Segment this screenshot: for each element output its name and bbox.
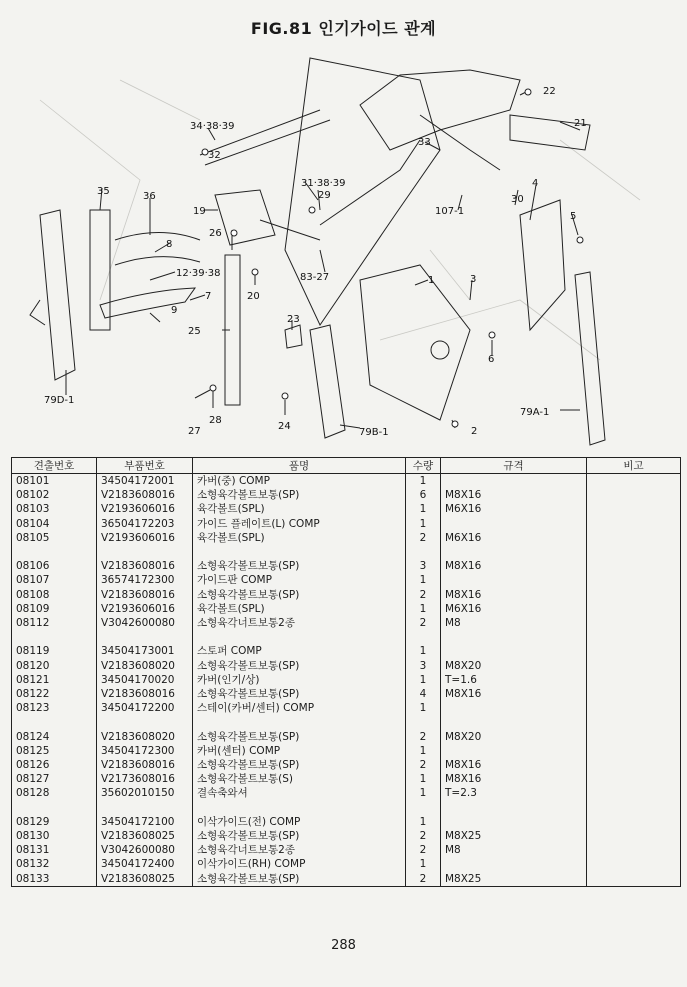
cell-spec: M8X25 [441, 829, 587, 843]
table-row [12, 872, 681, 887]
cell-spec: M8 [441, 616, 587, 630]
fasteners [202, 89, 583, 427]
table-row [12, 843, 681, 857]
cell-index-no: 08127 [12, 772, 97, 786]
cell-index-no: 08128 [12, 786, 97, 800]
cell-spec [441, 474, 587, 489]
cell-remarks [587, 573, 681, 587]
cell-spec [441, 857, 587, 871]
table-row [12, 701, 681, 715]
cover-1-hole [431, 341, 449, 359]
table-row [12, 730, 681, 744]
guide-79d1 [40, 210, 75, 380]
cell-spec: M6X16 [441, 502, 587, 516]
table-row [12, 616, 681, 630]
spacer-cell [441, 715, 587, 729]
spacer-cell [406, 715, 441, 729]
cell-quantity: 3 [406, 559, 441, 573]
cell-part-no: 34504172300 [97, 744, 193, 758]
spacer-cell [587, 545, 681, 559]
table-spacer-row [12, 715, 681, 729]
cell-index-no: 08107 [12, 573, 97, 587]
cell-quantity: 1 [406, 772, 441, 786]
cell-quantity: 2 [406, 531, 441, 545]
page-number: 288 [331, 938, 356, 953]
cell-index-no: 08126 [12, 758, 97, 772]
table-row [12, 588, 681, 602]
spacer-cell [587, 801, 681, 815]
callout-35: 35 [97, 186, 110, 197]
spacer-cell [406, 630, 441, 644]
rod-34 [200, 110, 320, 155]
cell-quantity: 1 [406, 517, 441, 531]
callout-8: 8 [166, 239, 173, 250]
cell-part-no: V2183608016 [97, 488, 193, 502]
cell-part-no: 35602010150 [97, 786, 193, 800]
cell-part-no: 34504172100 [97, 815, 193, 829]
cell-part-no: V2183608020 [97, 659, 193, 673]
callout-79a-1: 79A-1 [520, 407, 550, 418]
cell-part-name: 결속축와셔 [193, 786, 406, 800]
cell-quantity: 1 [406, 701, 441, 715]
cell-part-no: V3042600080 [97, 616, 193, 630]
table-row [12, 687, 681, 701]
cell-remarks [587, 701, 681, 715]
cell-part-name: 소형육각볼트보통(SP) [193, 659, 406, 673]
spacer-cell [587, 630, 681, 644]
cell-remarks [587, 616, 681, 630]
callout-30: 30 [511, 194, 524, 205]
callout-21: 21 [574, 118, 587, 129]
table-row [12, 673, 681, 687]
cell-spec [441, 701, 587, 715]
spacer-cell [587, 715, 681, 729]
cell-quantity: 2 [406, 829, 441, 843]
cell-quantity: 1 [406, 786, 441, 800]
table-row [12, 559, 681, 573]
callout-9: 9 [171, 305, 178, 316]
guide-plate-7 [100, 288, 195, 318]
cell-remarks [587, 730, 681, 744]
cell-spec [441, 644, 587, 658]
table-row [12, 644, 681, 658]
table-row [12, 474, 681, 489]
cell-part-name: 가이드판 COMP [193, 573, 406, 587]
cell-index-no: 08120 [12, 659, 97, 673]
cell-remarks [587, 474, 681, 489]
table-row [12, 815, 681, 829]
cell-spec: M6X16 [441, 531, 587, 545]
cell-spec: M8X16 [441, 758, 587, 772]
table-row [12, 829, 681, 843]
guide-plate-35 [90, 210, 110, 330]
table-row [12, 517, 681, 531]
cell-quantity: 2 [406, 588, 441, 602]
table-spacer-row [12, 630, 681, 644]
cover-1 [360, 265, 470, 420]
bracket-19-arm [260, 220, 320, 240]
cell-quantity: 6 [406, 488, 441, 502]
cell-quantity: 1 [406, 573, 441, 587]
cell-index-no: 08101 [12, 474, 97, 489]
cell-part-name: 소형육각볼트보통(SP) [193, 687, 406, 701]
table-row [12, 857, 681, 871]
figure-title: FIG.81 인기가이드 관계 [250, 19, 437, 38]
cell-spec: M8X16 [441, 687, 587, 701]
spacer-cell [441, 545, 587, 559]
cell-quantity: 1 [406, 474, 441, 489]
cell-remarks [587, 843, 681, 857]
header-part-name: 품명 [193, 458, 406, 474]
diagram-svg [0, 40, 687, 455]
cell-part-no: V2193606016 [97, 531, 193, 545]
cell-remarks [587, 659, 681, 673]
cell-remarks [587, 644, 681, 658]
callout-36: 36 [143, 191, 156, 202]
cell-index-no: 08105 [12, 531, 97, 545]
cell-part-name: 소형육각볼트보통(SP) [193, 488, 406, 502]
spacer-cell [12, 801, 97, 815]
callout-2: 2 [471, 426, 478, 437]
spacer-cell [406, 801, 441, 815]
spacer-cell [193, 630, 406, 644]
header-remarks: 비고 [587, 458, 681, 474]
cell-part-no: 36504172203 [97, 517, 193, 531]
cell-index-no: 08133 [12, 872, 97, 887]
cell-index-no: 08109 [12, 602, 97, 616]
callout-33: 33 [418, 137, 431, 148]
callout-20: 20 [247, 291, 260, 302]
spacer-cell [97, 630, 193, 644]
cell-part-no: 34504172400 [97, 857, 193, 871]
cell-quantity: 1 [406, 673, 441, 687]
cell-remarks [587, 502, 681, 516]
cell-quantity: 1 [406, 602, 441, 616]
cell-spec: M8X16 [441, 772, 587, 786]
header-spec: 규격 [441, 458, 587, 474]
header-index-no: 견출번호 [12, 458, 97, 474]
cell-part-name: 카버(인기/상) [193, 673, 406, 687]
callout-31-38-39: 31·38·39 [301, 178, 346, 189]
parts-table [11, 457, 681, 887]
cell-index-no: 08104 [12, 517, 97, 531]
cell-quantity: 3 [406, 659, 441, 673]
cell-index-no: 08122 [12, 687, 97, 701]
callout-7: 7 [205, 291, 212, 302]
guide-wire-36a [115, 233, 200, 241]
cell-index-no: 08130 [12, 829, 97, 843]
cell-spec [441, 815, 587, 829]
callout-23: 23 [287, 314, 300, 325]
cell-part-name: 육각볼트(SPL) [193, 531, 406, 545]
cell-quantity: 2 [406, 730, 441, 744]
guide-79d1-hook [30, 300, 45, 325]
cell-part-name: 육각볼트(SPL) [193, 602, 406, 616]
cell-remarks [587, 531, 681, 545]
spacer-cell [441, 801, 587, 815]
callout-4: 4 [532, 178, 539, 189]
cell-remarks [587, 488, 681, 502]
cell-part-name: 카버(중) COMP [193, 474, 406, 489]
cell-quantity: 1 [406, 815, 441, 829]
cell-index-no: 08123 [12, 701, 97, 715]
table-row [12, 659, 681, 673]
cell-part-no: V2173608016 [97, 772, 193, 786]
cell-quantity: 1 [406, 857, 441, 871]
cell-spec: M8X25 [441, 872, 587, 887]
table-spacer-row [12, 801, 681, 815]
cell-remarks [587, 588, 681, 602]
cell-index-no: 08121 [12, 673, 97, 687]
cell-quantity: 1 [406, 744, 441, 758]
cell-part-no: 34504173001 [97, 644, 193, 658]
cell-part-no: 36574172300 [97, 573, 193, 587]
callout-1: 1 [428, 275, 435, 286]
cell-remarks [587, 857, 681, 871]
callout-26: 26 [209, 228, 222, 239]
cell-index-no: 08106 [12, 559, 97, 573]
cell-quantity: 2 [406, 758, 441, 772]
cell-part-no: V2193606016 [97, 502, 193, 516]
part-4 [520, 200, 565, 330]
table-header-row [12, 458, 681, 474]
cell-spec: M6X16 [441, 602, 587, 616]
cell-index-no: 08103 [12, 502, 97, 516]
cell-part-name: 소형육각볼트보통(SP) [193, 588, 406, 602]
cell-part-name: 소형육각볼트보통(SP) [193, 758, 406, 772]
table-row [12, 786, 681, 800]
cell-part-no: V2183608016 [97, 559, 193, 573]
cell-part-name: 이삭가이드(RH) COMP [193, 857, 406, 871]
guide-79a1 [575, 272, 605, 445]
table-row [12, 744, 681, 758]
cell-part-no: 34504170020 [97, 673, 193, 687]
cell-remarks [587, 772, 681, 786]
spacer-cell [406, 545, 441, 559]
guide-79b1 [310, 325, 345, 438]
cell-part-name: 소형육각볼트보통(SP) [193, 559, 406, 573]
callout-22: 22 [543, 86, 556, 97]
cell-remarks [587, 602, 681, 616]
cell-part-name: 가이드 플레이트(L) COMP [193, 517, 406, 531]
table-spacer-row [12, 545, 681, 559]
spacer-cell [12, 545, 97, 559]
cell-index-no: 08132 [12, 857, 97, 871]
cell-part-name: 육각볼트(SPL) [193, 502, 406, 516]
cell-spec: T=2.3 [441, 786, 587, 800]
cell-part-name: 카버(센터) COMP [193, 744, 406, 758]
cell-spec: M8X16 [441, 488, 587, 502]
spacer-cell [441, 630, 587, 644]
cell-index-no: 08124 [12, 730, 97, 744]
cell-remarks [587, 758, 681, 772]
cell-remarks [587, 815, 681, 829]
cell-index-no: 08112 [12, 616, 97, 630]
cell-part-name: 소형육각볼트보통(S) [193, 772, 406, 786]
cell-part-no: V3042600080 [97, 843, 193, 857]
central-frame-outline [285, 58, 440, 325]
callout-25: 25 [188, 326, 201, 337]
table-row [12, 772, 681, 786]
callout-34-38-39: 34·38·39 [190, 121, 235, 132]
cell-spec [441, 573, 587, 587]
header-part-no: 부품번호 [97, 458, 193, 474]
table-row [12, 758, 681, 772]
cell-part-no: V2183608020 [97, 730, 193, 744]
cell-index-no: 08102 [12, 488, 97, 502]
cell-quantity: 1 [406, 644, 441, 658]
top-bracket [360, 70, 520, 150]
cell-part-name: 스토퍼 COMP [193, 644, 406, 658]
callout-5: 5 [570, 211, 577, 222]
table-row [12, 488, 681, 502]
table-row [12, 573, 681, 587]
callout-6: 6 [488, 354, 495, 365]
cell-spec: T=1.6 [441, 673, 587, 687]
cell-index-no: 08131 [12, 843, 97, 857]
cell-quantity: 4 [406, 687, 441, 701]
cell-remarks [587, 687, 681, 701]
part-23 [285, 325, 302, 348]
cell-part-no: V2183608025 [97, 829, 193, 843]
cell-quantity: 2 [406, 872, 441, 887]
cell-part-no: V2183608016 [97, 758, 193, 772]
cell-spec: M8X20 [441, 730, 587, 744]
cell-remarks [587, 829, 681, 843]
cell-part-name: 소형육각너트보통2종 [193, 843, 406, 857]
cell-part-no: V2193606016 [97, 602, 193, 616]
parts-table-body [12, 474, 681, 887]
callout-29: 29 [318, 190, 331, 201]
spacer-cell [97, 545, 193, 559]
leader-lines [66, 90, 580, 428]
cell-index-no: 08129 [12, 815, 97, 829]
table-row [12, 602, 681, 616]
callout-83-27: 83-27 [300, 272, 330, 283]
callout-19: 19 [193, 206, 206, 217]
cell-part-name: 소형육각볼트보통(SP) [193, 730, 406, 744]
callout-27: 27 [188, 426, 201, 437]
table-row [12, 502, 681, 516]
cell-part-no: 34504172200 [97, 701, 193, 715]
spacer-cell [193, 801, 406, 815]
cell-spec: M8X20 [441, 659, 587, 673]
cell-remarks [587, 744, 681, 758]
table-row [12, 531, 681, 545]
cell-index-no: 08119 [12, 644, 97, 658]
parts-exploded-diagram [0, 40, 687, 455]
guide-wire-36b [115, 257, 200, 265]
cell-part-no: V2183608016 [97, 687, 193, 701]
spacer-cell [97, 801, 193, 815]
cell-index-no: 08108 [12, 588, 97, 602]
cell-remarks [587, 872, 681, 887]
callout-28: 28 [209, 415, 222, 426]
spacer-cell [97, 715, 193, 729]
callout-12-39-38: 12·39·38 [176, 268, 221, 279]
cell-remarks [587, 673, 681, 687]
cell-part-no: V2183608016 [97, 588, 193, 602]
spacer-cell [12, 715, 97, 729]
cell-spec [441, 744, 587, 758]
callout-79b-1: 79B-1 [359, 427, 389, 438]
cell-spec: M8 [441, 843, 587, 857]
header-quantity: 수량 [406, 458, 441, 474]
cell-part-name: 스테이(카버/센터) COMP [193, 701, 406, 715]
cell-remarks [587, 517, 681, 531]
spacer-cell [12, 630, 97, 644]
cell-quantity: 2 [406, 843, 441, 857]
cell-part-name: 소형육각볼트보통(SP) [193, 829, 406, 843]
bleed-through-lines [40, 80, 640, 360]
spacer-cell [193, 545, 406, 559]
cell-remarks [587, 786, 681, 800]
cell-spec: M8X16 [441, 559, 587, 573]
cell-spec [441, 517, 587, 531]
cell-part-no: V2183608025 [97, 872, 193, 887]
cell-part-no: 34504172001 [97, 474, 193, 489]
callout-107-1: 107-1 [435, 206, 465, 217]
cell-remarks [587, 559, 681, 573]
callout-24: 24 [278, 421, 291, 432]
bracket-19 [215, 190, 275, 245]
cell-part-name: 소형육각볼트보통(SP) [193, 872, 406, 887]
cell-quantity: 2 [406, 616, 441, 630]
cell-quantity: 1 [406, 502, 441, 516]
cell-spec: M8X16 [441, 588, 587, 602]
callout-32: 32 [208, 150, 221, 161]
cell-part-name: 이삭가이드(전) COMP [193, 815, 406, 829]
callout-3: 3 [470, 274, 477, 285]
cell-part-name: 소형육각너트보통2종 [193, 616, 406, 630]
spacer-cell [193, 715, 406, 729]
cell-index-no: 08125 [12, 744, 97, 758]
callout-79d-1: 79D-1 [44, 395, 75, 406]
